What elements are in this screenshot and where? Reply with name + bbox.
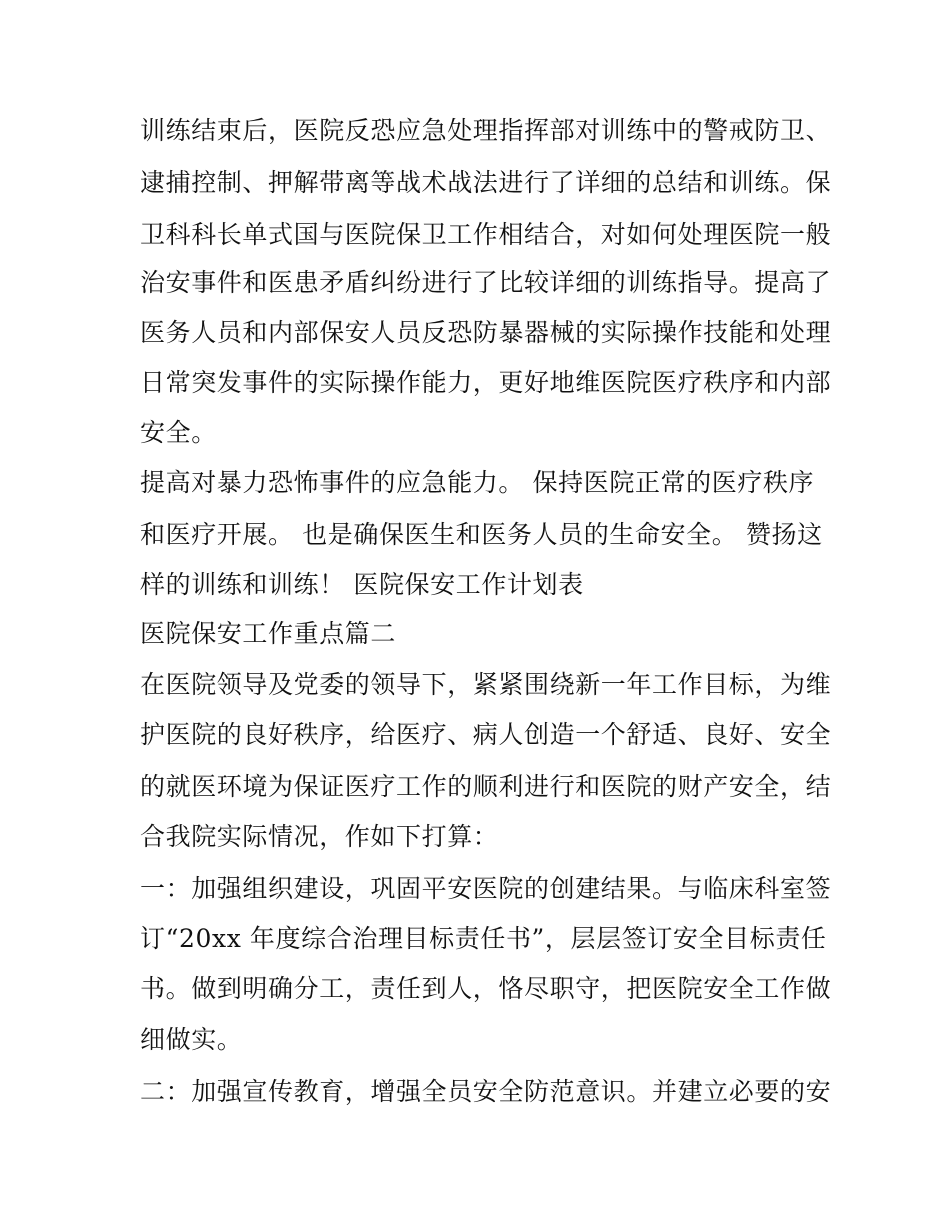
section-heading: 医院保安工作重点篇二 xyxy=(140,619,397,648)
text-line: 逮捕控制、押解带离等战术战法进行了详细的总结和训练。保 xyxy=(140,168,832,197)
text-line: 在医院领导及党委的领导下，紧紧围绕新一年工作目标，为维 xyxy=(140,670,832,699)
text-line: 二：加强宣传教育，增强全员安全防范意识。并建立必要的安 xyxy=(140,1077,832,1106)
text-line: 合我院实际情况，作如下打算： xyxy=(140,822,499,851)
text-line: 日常突发事件的实际操作能力，更好地维医院医疗秩序和内部 xyxy=(140,368,832,397)
text-line: 安全。 xyxy=(140,418,217,447)
text-line: 订“20xx 年度综合治理目标责任书”，层层签订安全目标责任 xyxy=(140,924,827,953)
text-line: 细做实。 xyxy=(140,1025,243,1054)
text-line: 卫科科长单式国与医院保卫工作相结合，对如何处理医院一般 xyxy=(140,220,832,249)
text-line: 书。做到明确分工，责任到人，恪尽职守，把医院安全工作做 xyxy=(140,974,832,1003)
text-line: 训练结束后，医院反恐应急处理指挥部对训练中的警戒防卫、 xyxy=(140,116,832,145)
text-line: 样的训练和训练！ 医院保安工作计划表 xyxy=(140,570,584,599)
text-line: 医务人员和内部保安人员反恐防暴器械的实际操作技能和处理 xyxy=(140,318,832,347)
text-line: 护医院的良好秩序，给医疗、病人创造一个舒适、良好、安全 xyxy=(140,720,832,749)
text-line: 和医疗开展。 也是确保医生和医务人员的生命安全。 赞扬这 xyxy=(140,520,823,549)
text-line: 一：加强组织建设，巩固平安医院的创建结果。与临床科室签 xyxy=(140,874,832,903)
text-line: 提高对暴力恐怖事件的应急能力。 保持医院正常的医疗秩序 xyxy=(140,468,815,497)
text-line: 的就医环境为保证医疗工作的顺利进行和医院的财产安全，结 xyxy=(140,772,832,801)
text-line: 治安事件和医患矛盾纠纷进行了比较详细的训练指导。提高了 xyxy=(140,268,832,297)
